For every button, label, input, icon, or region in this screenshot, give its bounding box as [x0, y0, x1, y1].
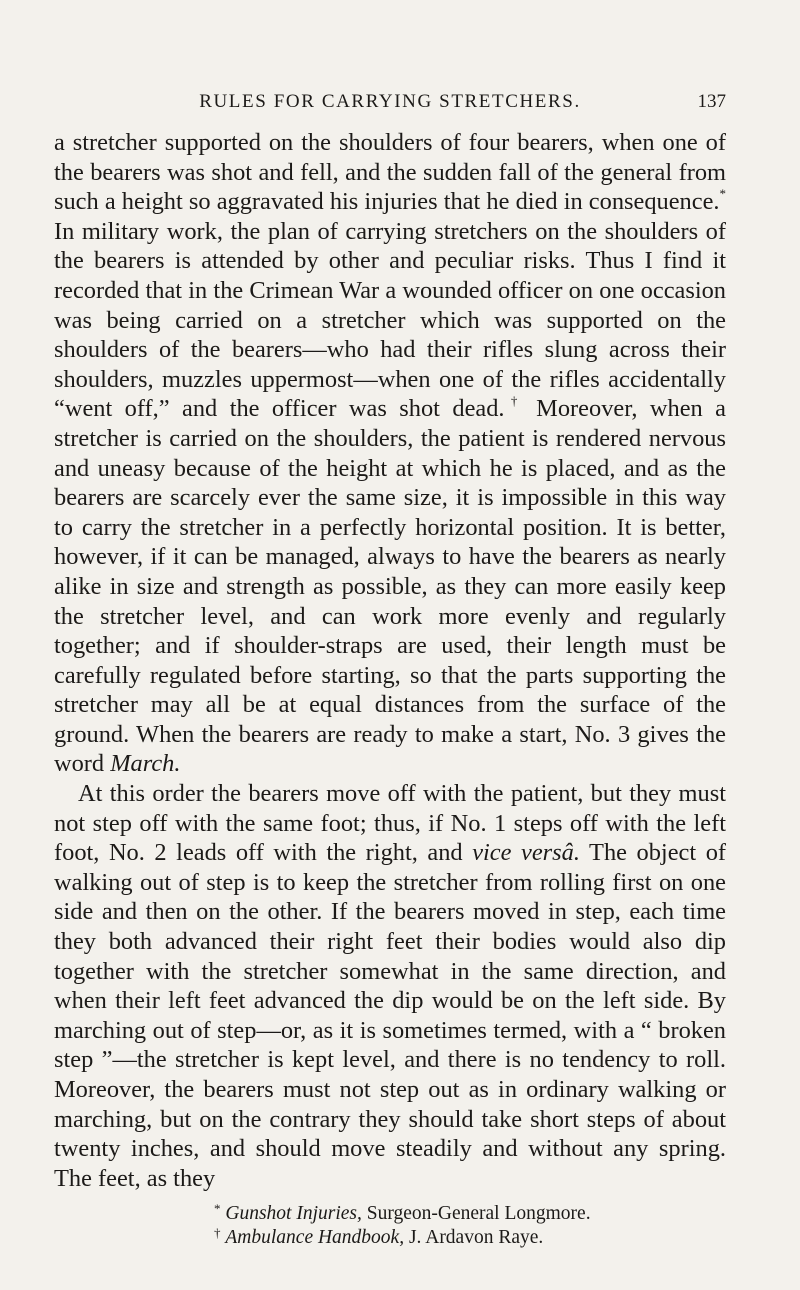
paragraph-1 [54, 128, 726, 779]
footnote-2-mark: † [214, 1225, 221, 1240]
running-head: RULES FOR CARRYING STRETCHERS. [199, 91, 581, 112]
footnote-ref-2: † [504, 393, 524, 409]
paragraph-2-text-b: The object of walking out of step is to keep the stretcher from rolling first on one side and then on the other. If the bearers moved in step, each time they both advanced their right feet their bodies would also dip together with the stretcher somewhat in the same direction, and when their left feet advanced the dip would be on the left side. By marching out of step—or, as it is sometimes termed, with a “ broken step ”—the stretcher is kept level, and there is no tendency to roll. Moreover, the bearers must not step out as in ordinary walking or marching, but on the contrary they should take short steps of about twenty inches, and should move steadily and without any spring. The feet, as they [54, 839, 727, 1192]
paragraph-1-text-c: Moreover, when a stretcher is carried on the shoulders, the patient is rendered nervous and uneasy because of the height at which he is placed, and as the bearers are scarcely ever the same size, it is impossible in this way to carry the stretcher in a perfectly horizontal position. It is better, however, if it can be managed, always to have the bearers as nearly alike in size and strength as possible, as they can more easily keep the stretcher level, and can work more evenly and regularly together; and if shoulder-straps are used, their length must be carefully regulated before starting, so that the parts supporting the stretcher may all be at equal distances from the surface of the ground. When the bearers are ready to make a start, No. 3 gives the word [54, 395, 727, 778]
page-number: 137 [697, 91, 726, 112]
footnote-1-mark: * [214, 1201, 221, 1216]
footnote-1-author: Surgeon-General Longmore. [361, 1203, 591, 1224]
footnote-2 [54, 1226, 726, 1250]
footnote-2-title: Ambulance Handbook, [225, 1227, 405, 1248]
paragraph-1-text-b: In military work, the plan of carrying stretchers on the shoulders of the bearers is attended by other and peculiar risks. Thus I find it recorded that in the Crimean War a wounded officer on one occasion was being carried on a stretcher which was supported on the shoulders of the bearers—who had their rifles slung across their shoulders, muzzles uppermost—when one of the rifles accidentally “went off,” and the officer was shot dead. [54, 217, 726, 423]
paragraph-2-text-a: At this order the bearers move off with the patient, but they must not step off with the same foot; thus, if No. 1 steps off with the left foot, No. 2 leads off with the right, and [54, 780, 726, 867]
command-word: March. [110, 750, 181, 778]
footnote-2-author: J. Ardavon Raye. [404, 1227, 544, 1248]
footnote-1 [54, 1202, 726, 1226]
latin-phrase: vice versâ. [472, 839, 580, 867]
page-header [54, 88, 726, 116]
footnote-ref-1: * [719, 186, 726, 202]
footnotes [54, 1202, 726, 1250]
body-text [54, 128, 726, 1193]
paragraph-2 [54, 779, 726, 1193]
footnote-1-title: Gunshot Injuries, [225, 1203, 362, 1224]
paragraph-1-text-a: a stretcher supported on the shoulders of four bearers, when one of the bearers was shot and fell, and the sudden fall of the general from such a height so aggravated his injuries that he died in consequence. [54, 129, 726, 216]
